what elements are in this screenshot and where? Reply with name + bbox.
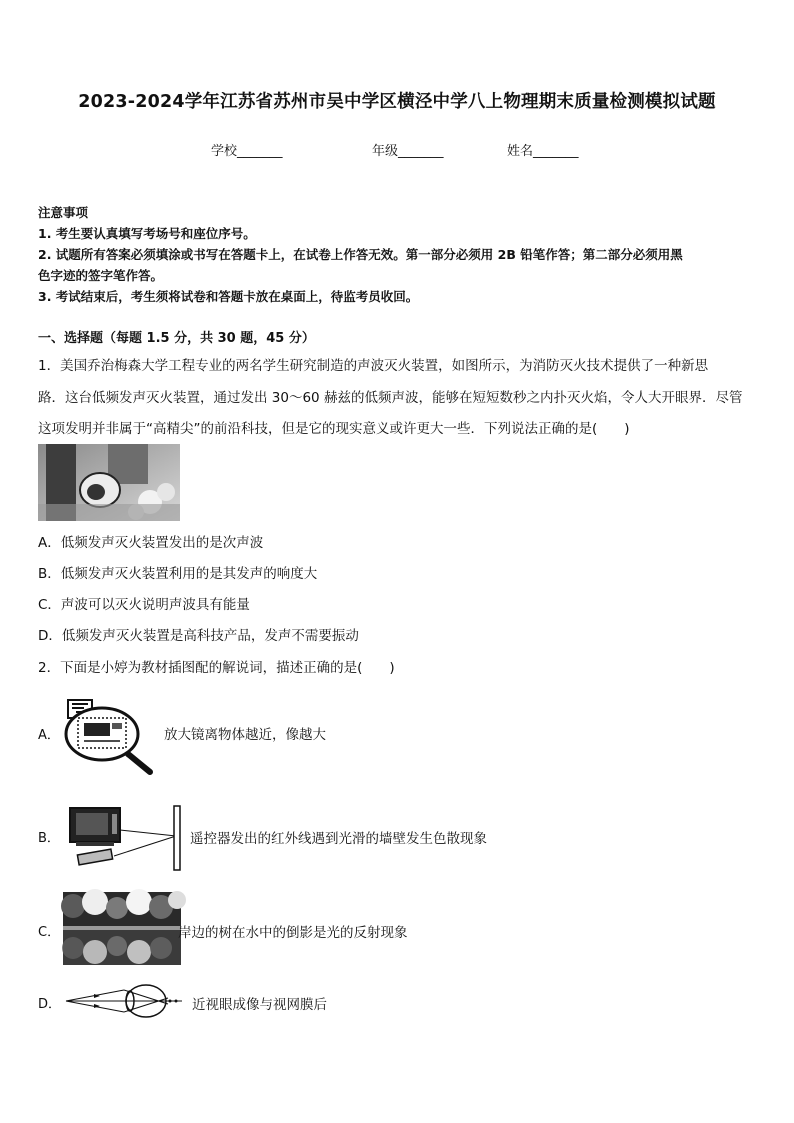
q1-stem-line-3: 这项发明并非属于“高精尖”的前沿科技，但是它的现实意义或许更大一些．下列说法正确的是( ) [38, 421, 630, 437]
q2-option-c-text: 岸边的树在水中的倒影是光的反射现象 [178, 925, 408, 941]
q2-option-c-label: C． [38, 925, 61, 940]
q1-option-b: B．低频发声灭火装置利用的是其发声的响度大 [38, 566, 318, 582]
notice-item-2-cont: 色字迹的签字笔作答。 [38, 268, 164, 283]
q2-option-d-label: D． [38, 997, 62, 1012]
notice-heading: 注意事项 [38, 205, 89, 220]
q2-stem: 2．下面是小婷为教材插图配的解说词，描述正确的是( ) [38, 660, 395, 676]
tree-reflection-photo [63, 892, 181, 965]
q2-option-b-label: B． [38, 831, 60, 846]
tv-remote-reflection-diagram [66, 806, 186, 870]
page-title: 2023-2024学年江苏省苏州市吴中学区横泾中学八上物理期末质量检测模拟试题 [78, 92, 716, 112]
magnifier-stamp-image [64, 698, 156, 776]
name-field[interactable]: 姓名_______ [507, 144, 579, 159]
q1-photo-sound-fire-extinguisher [38, 444, 180, 521]
q1-stem-line-1: 1．美国乔治梅森大学工程专业的两名学生研究制造的声波灭火装置，如图所示，为消防灭火技术提供了一种新思 [38, 358, 709, 374]
q1-option-d: D．低频发声灭火装置是高科技产品，发声不需要振动 [38, 628, 359, 644]
q2-option-a-label: A． [38, 728, 60, 743]
q1-option-c: C．声波可以灭火说明声波具有能量 [38, 597, 250, 613]
q1-option-a: A．低频发声灭火装置发出的是次声波 [38, 535, 264, 551]
notice-item-3: 3. 考试结束后，考生须将试卷和答题卡放在桌面上，待监考员收回。 [38, 289, 419, 304]
q1-stem-line-2: 路．这台低频发声灭火装置，通过发出 30～60 赫兹的低频声波，能够在短短数秒之内扑灭火焰，令人大开眼界．尽管 [38, 390, 743, 406]
myopia-eye-diagram [64, 984, 188, 1018]
q2-option-a-text: 放大镜离物体越近，像越大 [164, 727, 326, 743]
grade-field[interactable]: 年级_______ [372, 144, 444, 159]
q2-option-b-text: 遥控器发出的红外线遇到光滑的墙壁发生色散现象 [190, 831, 487, 847]
notice-item-2: 2. 试题所有答案必须填涂或书写在答题卡上，在试卷上作答无效。第一部分必须用 2B 铅笔作答；第二部分必须用黑 [38, 247, 683, 262]
notice-item-1: 1. 考生要认真填写考场号和座位序号。 [38, 226, 256, 241]
section-heading: 一、选择题（每题 1.5 分，共 30 题，45 分） [38, 331, 315, 346]
q2-option-d-text: 近视眼成像与视网膜后 [192, 997, 327, 1013]
school-field[interactable]: 学校_______ [211, 144, 283, 159]
